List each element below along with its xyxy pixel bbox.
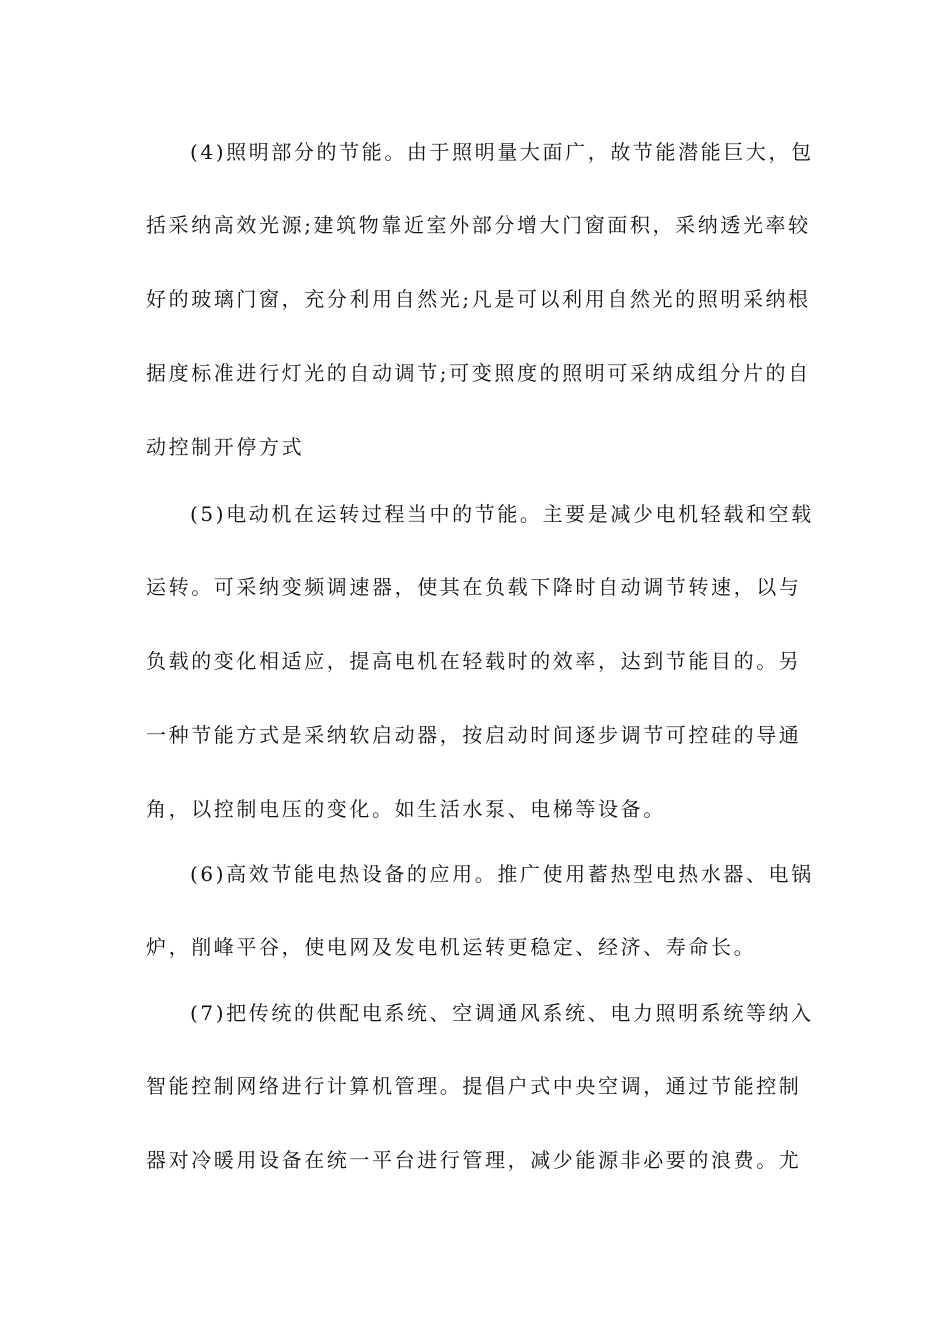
paragraph-4-line-1: (4)照明部分的节能。由于照明量大面广，故节能潜能巨大，包 — [190, 140, 814, 164]
paragraph-7-line-1: (7)把传统的供配电系统、空调通风系统、电力照明系统等纳入 — [190, 1001, 814, 1025]
paragraph-5-line-3: 负载的变化相适应，提高电机在轻载时的效率，达到节能目的。另 — [146, 649, 802, 673]
paragraph-4-line-2: 括采纳高效光源;建筑物靠近室外部分增大门窗面积，采纳透光率较 — [146, 213, 811, 237]
paragraph-6-line-1: (6)高效节能电热设备的应用。推广使用蓄热型电热水器、电锅 — [190, 862, 814, 886]
paragraph-5-line-2: 运转。可采纳变频调速器，使其在负载下降时自动调节转速，以与 — [146, 575, 802, 599]
paragraph-6-line-2: 炉，削峰平谷，使电网及发电机运转更稳定、经济、寿命长。 — [146, 935, 757, 959]
paragraph-5-line-5: 角，以控制电压的变化。如生活水泵、电梯等设备。 — [146, 797, 666, 821]
paragraph-5-line-1: (5)电动机在运转过程当中的节能。主要是减少电机轻载和空载 — [190, 502, 814, 526]
paragraph-7-line-2: 智能控制网络进行计算机管理。提倡户式中央空调，通过节能控制 — [146, 1074, 802, 1098]
paragraph-4-line-4: 据度标准进行灯光的自动调节;可变照度的照明可采纳成组分片的自 — [146, 361, 811, 385]
paragraph-4-line-5: 动控制开停方式 — [146, 435, 305, 459]
paragraph-4-line-3: 好的玻璃门窗，充分利用自然光;凡是可以利用自然光的照明采纳根 — [146, 287, 811, 311]
paragraph-5-line-4: 一种节能方式是采纳软启动器，按启动时间逐步调节可控硅的导通 — [146, 723, 802, 747]
paragraph-7-line-3: 器对冷暖用设备在统一平台进行管理，减少能源非必要的浪费。尤 — [146, 1148, 802, 1172]
